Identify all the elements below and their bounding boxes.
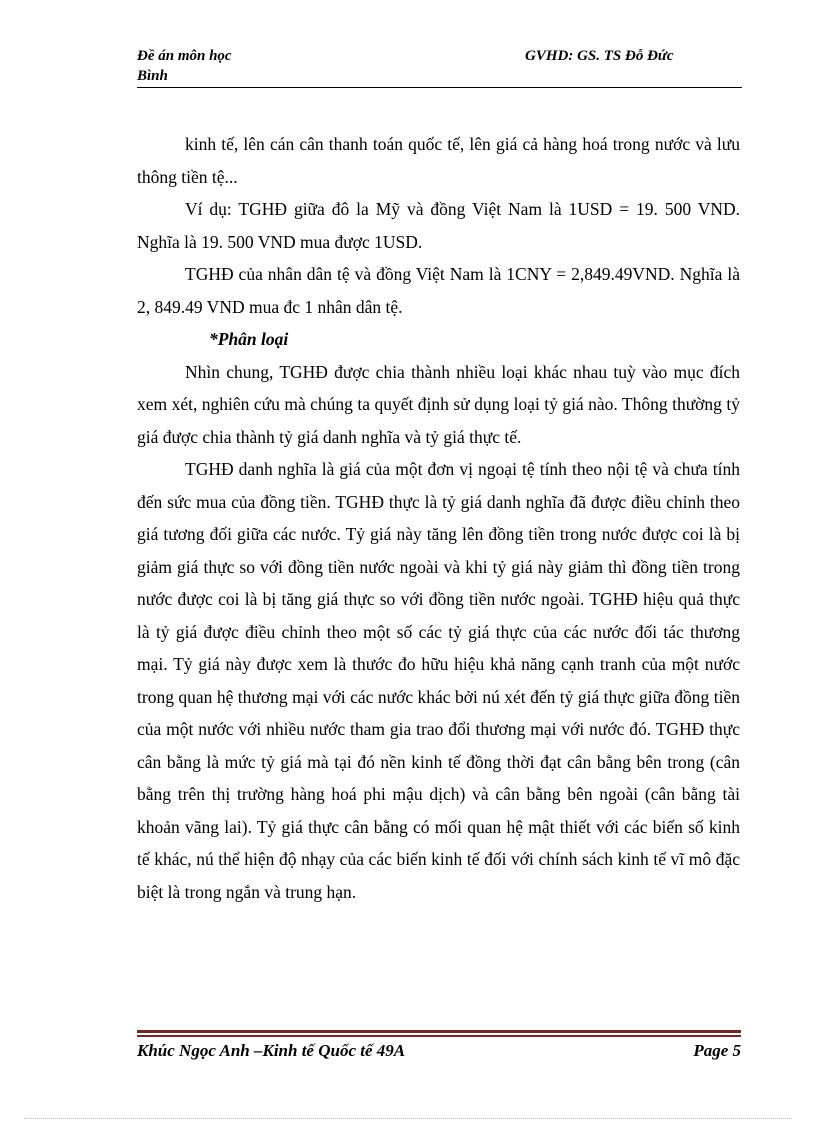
footer-divider-thin	[137, 1035, 741, 1037]
paragraph-example-cny: TGHĐ của nhân dân tệ và đồng Việt Nam là 1CNY = 2,849.49VND. Nghĩa là 2, 849.49 VND mua đc 1 nhân dân tệ.	[137, 264, 740, 317]
header-divider	[137, 87, 742, 88]
paragraph-1: kinh tế, lên cán cân thanh toán quốc tế, lên giá cả hàng hoá trong nước và lưu thông tiền tệ...	[137, 134, 740, 187]
paragraph-exchange-rate-types: TGHĐ danh nghĩa là giá của một đơn vị ngoại tệ tính theo nội tệ và chưa tính đến sức mua của đồng tiền. TGHĐ thực là tỷ giá danh nghĩa đã được điều chỉnh theo giá tương đối giữa các nước. Tỷ giá này tăng lên đồng tiền trong nước được coi là bị giảm giá thực so với đồng tiền nước ngoài và khi tỷ giá này giảm thì đồng tiền trong nước được coi là bị tăng giá thực so với đồng tiền nước ngoài. TGHĐ hiệu quả thực là tỷ giá được điều chỉnh theo một số các tỷ giá thực của các nước đối tác thương mại. Tỷ giá này được xem là thước đo hữu hiệu khả năng cạnh tranh của một nước trong quan hệ thương mại với các nước khác bởi nú xét đến tỷ giá thực giữa đồng tiền của một nước với nhiều nước tham gia trao đổi thương mại với nước đó. TGHĐ thực cân bằng là mức tỷ giá mà tại đó nền kinh tế đồng thời đạt cân bằng bên trong (cân bằng trên thị trường hàng hoá phi mậu dịch) và cân bằng bên ngoài (cân bằng tài khoản vãng lai). Tỷ giá thực cân bằng có mối quan hệ mật thiết với các biến số kinh tế khác, nú thể hiện độ nhạy của các biến kinh tế đối với chính sách kinh tế vĩ mô đặc biệt là trong ngắn và trung hạn.	[137, 459, 740, 902]
footer-author: Khúc Ngọc Anh –Kinh tế Quốc tế 49A	[137, 1041, 406, 1060]
header-continuation: Bình	[137, 68, 168, 84]
paragraph-example-usd: Ví dụ: TGHĐ giữa đô la Mỹ và đồng Việt Nam là 1USD = 19. 500 VND. Nghĩa là 19. 500 VND mua được 1USD.	[137, 199, 740, 252]
header-left	[137, 46, 232, 86]
footer-page-number: Page 5	[693, 1041, 741, 1060]
footer-divider-thick	[137, 1030, 741, 1033]
header-supervisor: GVHD: GS. TS Đỗ Đức	[525, 48, 674, 64]
header-course-title: Đề án môn học	[137, 48, 232, 64]
paragraph-classification-intro: Nhìn chung, TGHĐ được chia thành nhiều loại khác nhau tuỳ vào mục đích xem xét, nghiên cứu mà chúng ta quyết định sử dụng loại tỷ giá nào. Thông thường tỷ giá được chia thành tỷ giá danh nghĩa và tỷ giá thực tế.	[137, 361, 740, 447]
section-heading-classification: *Phân loại	[209, 329, 289, 349]
page-bottom-edge	[24, 1118, 792, 1119]
document-body	[137, 128, 740, 908]
